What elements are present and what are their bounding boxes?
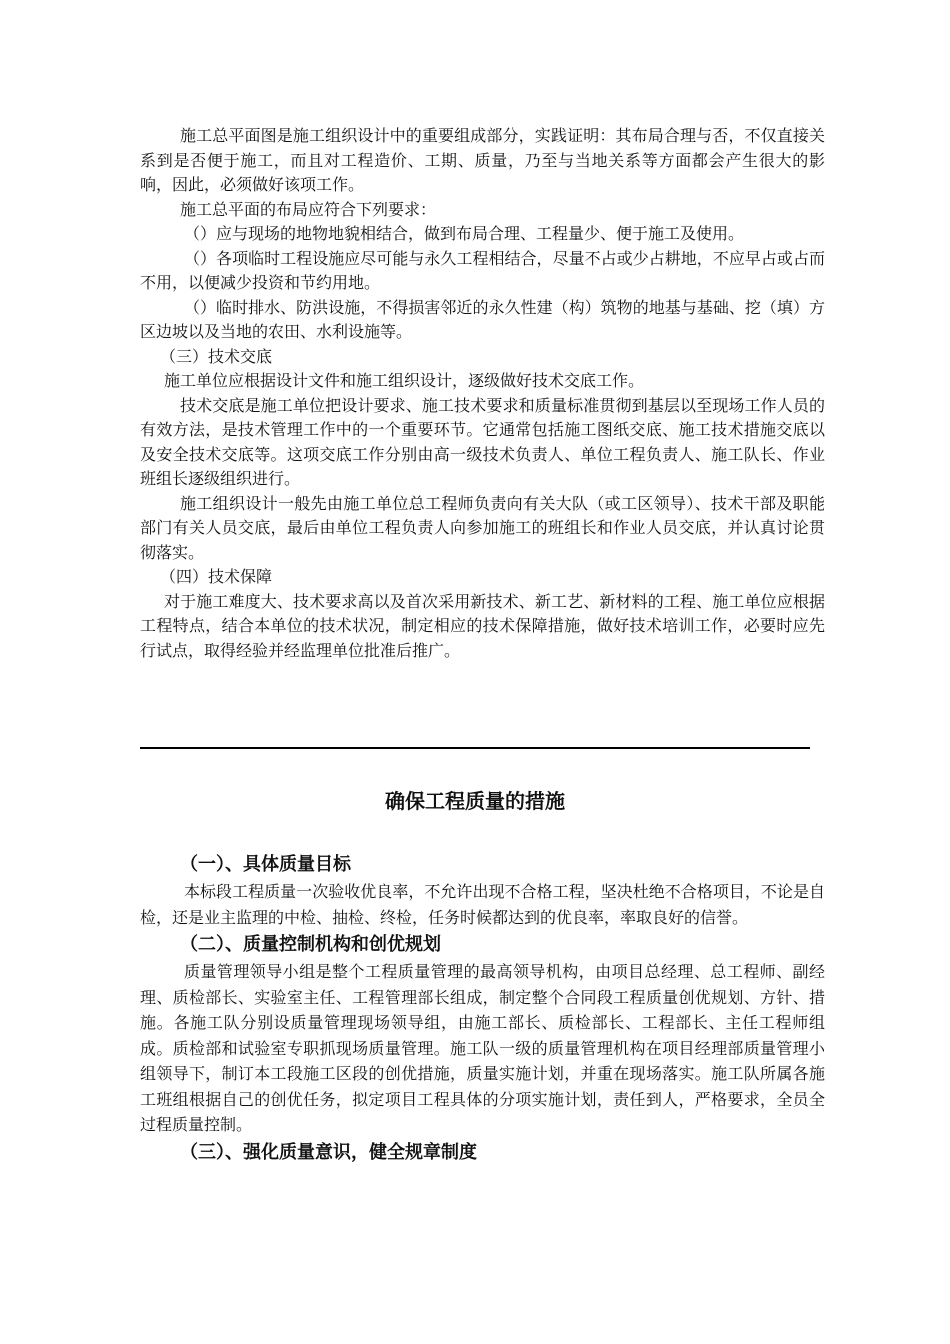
paragraph-quality-target: 本标段工程质量一次验收优良率，不允许出现不合格工程，坚决杜绝不合格项目，不论是自检，还是业主监理的中检、抽检、终检，任务时候都达到的优良率，率取良好的信誉。 [140, 882, 825, 927]
paragraph-briefing-method: 技术交底是施工单位把设计要求、施工技术要求和质量标准贯彻到基层以至现场工作人员的有效方法，是技术管理工作中的一个重要环节。它通常包括施工图纸交底、施工技术措施交底以及安全技术交底等。这项交底工作分别由高一级技术负责人、单位工程负责人、施工队长、作业班组长逐级组织进行。 [140, 395, 825, 488]
paragraph-technical-assurance: 对于施工难度大、技术要求高以及首次采用新技术、新工艺、新材料的工程、施工单位应根据工程特点，结合本单位的技术状况，制定相应的技术保障措施，做好技术培训工作，必要时应先行试点，取得经验并经监理单位批准后推广。 [140, 591, 825, 660]
paragraph-requirement-1: （）应与现场的地物地貌相结合，做到布局合理、工程量少、便于施工及使用。 [184, 224, 745, 243]
paragraph-requirement-2: （）各项临时工程设施应尽可能与永久工程相结合，尽量不占或少占耕地，不应早占或占而不用，以便减少投资和节约用地。 [140, 248, 825, 292]
section-divider [140, 747, 810, 749]
paragraph-layout-requirements: 施工总平面的布局应符合下列要求： [180, 199, 437, 219]
paragraph-briefing-process: 施工组织设计一般先由施工单位总工程师负责向有关大队（或工区领导）、技术干部及职能部门有关人员交底，最后由单位工程负责人向参加施工的班组长和作业人员交底，并认真讨论贯彻落实。 [140, 493, 825, 562]
construction-layout-section [140, 124, 825, 663]
subheading-technical-assurance: （四）技术保障 [160, 567, 273, 586]
subheading-technical-briefing: （三）技术交底 [160, 346, 273, 366]
page-title: 确保工程质量的措施 [385, 789, 565, 813]
paragraph-quality-organization: 质量管理领导小组是整个工程质量管理的最高领导机构，由项目总经理、总工程师、副经理、质检部长、实验室主任、工程管理部长组成，制定整个合同段工程质量创优规划、方针、措施。各施工队分别设质量管理现场领导组，由施工部长、质检部长、工程部长、主任工程师组成。质检部和试验室专职抓现场质量管理。施工队一级的质量管理机构在项目经理部质量管理小组领导下，制订本工段施工区段的创优措施，质量实施计划，并重在现场落实。施工队所属各施工班组根据自己的创优任务，拟定项目工程具体的分项实施计划，责任到人，严格要求，全员全过程质量控制。 [140, 962, 825, 1134]
heading-quality-target: （一）、具体质量目标 [180, 854, 351, 875]
quality-measures-section [140, 850, 825, 1167]
heading-quality-organization: （二）、质量控制机构和创优规划 [180, 934, 441, 955]
paragraph-site-plan-intro: 施工总平面图是施工组织设计中的重要组成部分，实践证明：其布局合理与否，不仅直接关系到是否便于施工，而且对工程造价、工期、质量，乃至与当地关系等方面都会产生很大的影响，因此，必须做好该项工作。 [140, 126, 825, 194]
paragraph-requirement-3: （）临时排水、防洪设施，不得损害邻近的永久性建（构）筑物的地基与基础、挖（填）方区边坡以及当地的农田、水利设施等。 [140, 297, 825, 341]
heading-quality-awareness: （三）、强化质量意识，健全规章制度 [180, 1141, 477, 1163]
paragraph-briefing-basis: 施工单位应根据设计文件和施工组织设计，逐级做好技术交底工作。 [164, 371, 645, 390]
